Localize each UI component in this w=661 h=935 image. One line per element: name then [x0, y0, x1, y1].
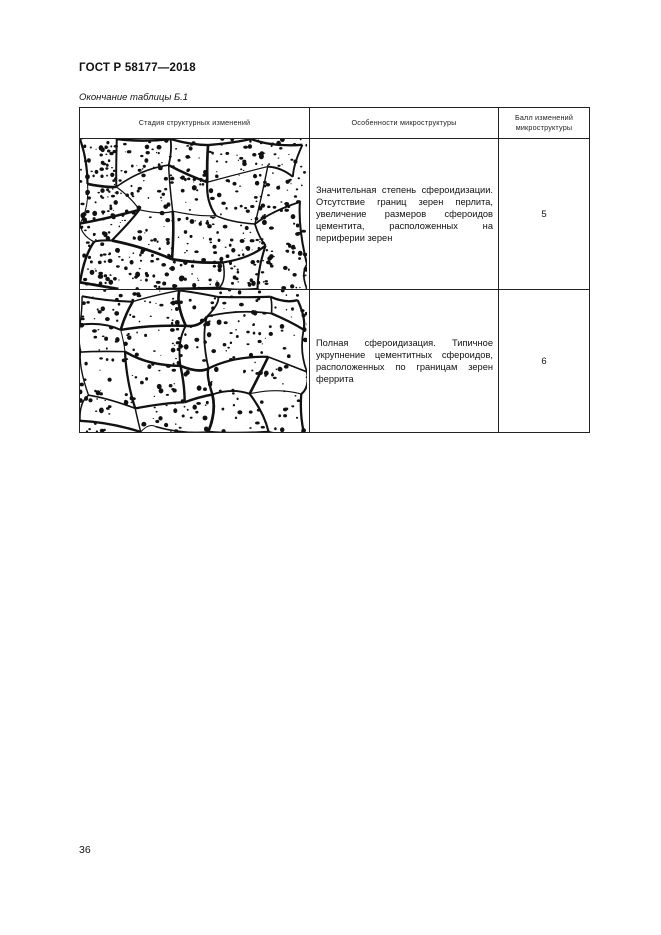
score-cell: 6: [499, 290, 590, 433]
score-cell: 5: [499, 139, 590, 290]
column-header-stage: Стадия структурных изменений: [80, 108, 310, 139]
table-caption: Окончание таблицы Б.1: [79, 92, 189, 103]
column-header-features: Особенности микроструктуры: [310, 108, 499, 139]
column-header-score: Балл изменений микроструктуры: [499, 108, 590, 139]
features-cell: Значительная степень сфероидизации. Отсутствие границ зерен перлита, увеличение размеров сфероидов цементита, расположенных на периферии зерен: [310, 139, 499, 290]
micrograph-image: [80, 290, 307, 432]
table-header-row: [80, 108, 590, 139]
page-number: 36: [79, 844, 91, 856]
micrograph-image: [80, 139, 307, 289]
table-row: [80, 139, 590, 290]
table-row: [80, 290, 590, 433]
micrograph-cell: [80, 290, 310, 433]
micrograph-cell: [80, 139, 310, 290]
document-code: ГОСТ Р 58177—2018: [79, 62, 196, 74]
features-cell: Полная сфероидизация. Типичное укрупнение цементитных сфероидов, расположенных по границам зерен феррита: [310, 290, 499, 433]
microstructure-table: [79, 107, 590, 433]
